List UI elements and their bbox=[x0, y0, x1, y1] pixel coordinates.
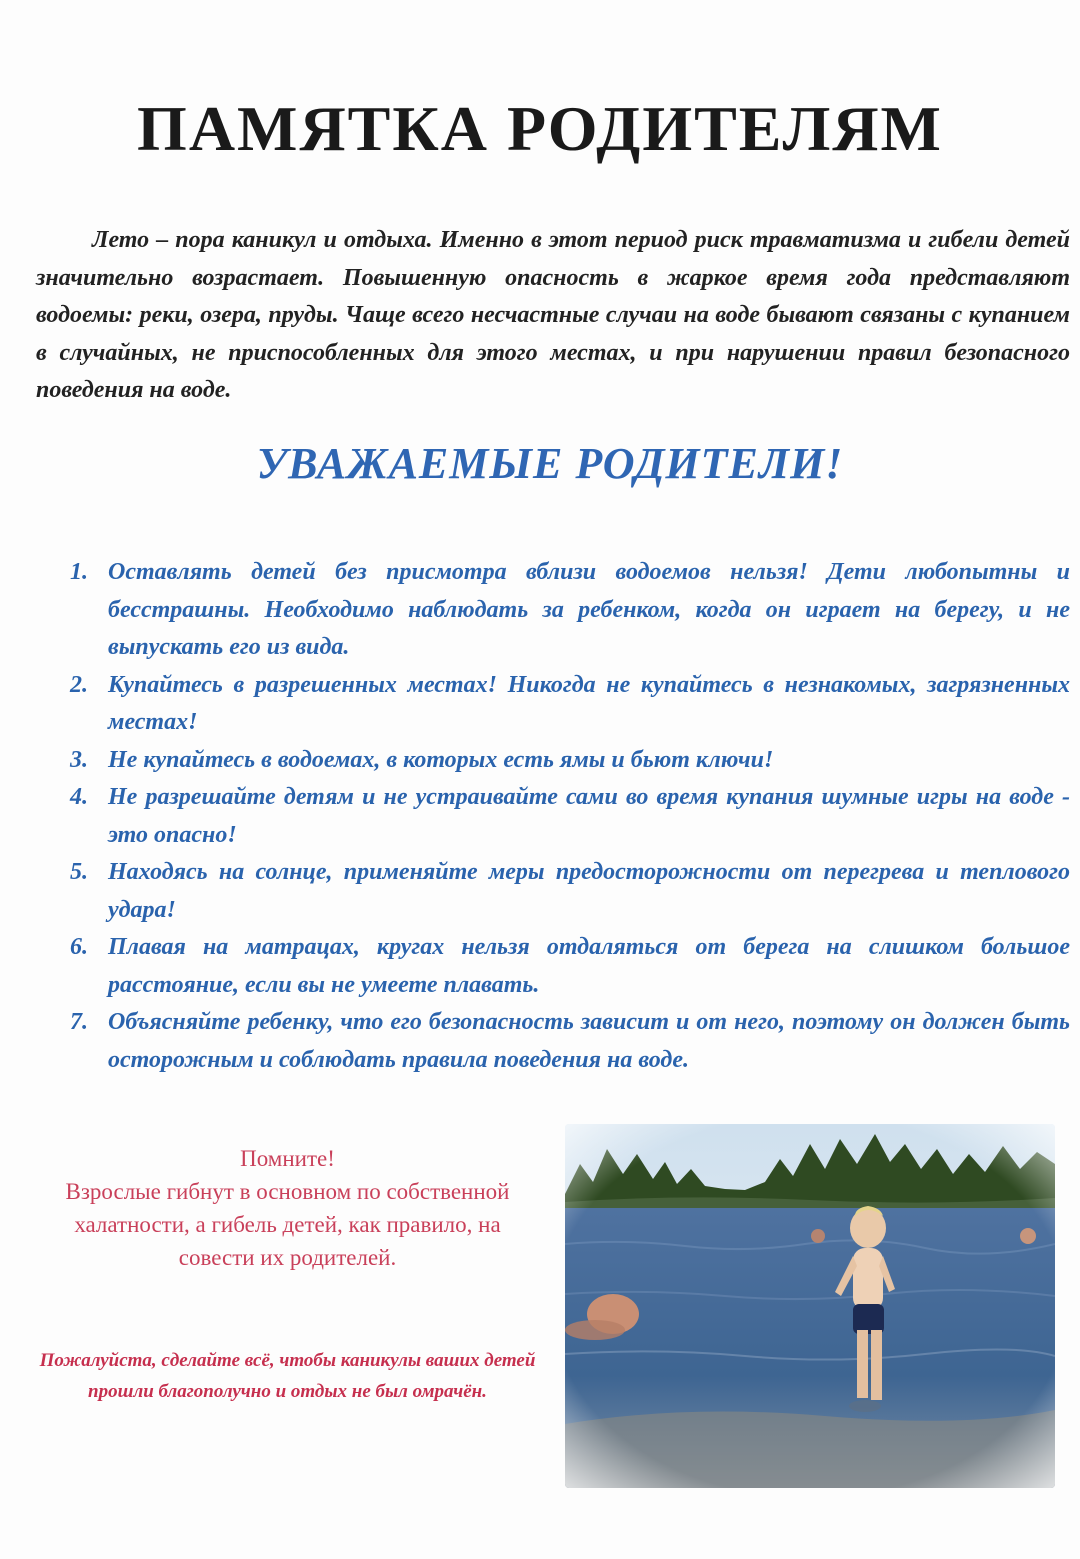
rule-text: Объясняйте ребенку, что его безопасность зависит и от него, поэтому он должен быть осторожным и соблюдать правила поведения на воде. bbox=[108, 1009, 1070, 1073]
rule-item bbox=[70, 667, 1070, 742]
remember-text: Взрослые гибнут в основном по собственной халатности, а гибель детей, как правило, на совести их родителей. bbox=[65, 1179, 510, 1270]
intro-paragraph: Лето – пора каникул и отдыха. Именно в этот период риск травматизма и гибели детей значительно возрастает. Повышенную опасность в жаркое время года представляют водоемы: реки, озера, пруды. Чаще всего несчастные случаи на воде бывают связаны с купанием в случайных, не приспособленных для этого местах, и при нарушении правил безопасного поведения на воде. bbox=[36, 227, 1070, 403]
lake-photo bbox=[565, 1124, 1055, 1488]
page-title: ПАМЯТКА РОДИТЕЛЯМ bbox=[137, 93, 943, 164]
rule-number: 4. bbox=[70, 784, 88, 810]
rule-item bbox=[70, 742, 1070, 780]
rule-item bbox=[70, 554, 1070, 667]
rule-number: 1. bbox=[70, 559, 88, 585]
rule-text: Купайтесь в разрешенных местах! Никогда не купайтесь в незнакомых, загрязненных местах! bbox=[108, 671, 1070, 735]
rule-text: Плавая на матрацах, кругах нельзя отдаляться от берега на слишком большое расстояние, если вы не умеете плавать. bbox=[108, 934, 1070, 998]
rules-list bbox=[70, 554, 1070, 1079]
rule-text: Находясь на солнце, применяйте меры предосторожности от перегрева и теплового удара! bbox=[108, 859, 1070, 923]
rule-item bbox=[70, 854, 1070, 929]
rule-item bbox=[70, 779, 1070, 854]
rule-text: Не разрешайте детям и не устраивайте сами во время купания шумные игры на воде - это опасно! bbox=[108, 784, 1070, 848]
rule-text: Не купайтесь в водоемах, в которых есть ямы и бьют ключи! bbox=[108, 746, 774, 773]
rule-text: Оставлять детей без присмотра вблизи водоемов нельзя! Дети любопытны и бесстрашны. Необходимо наблюдать за ребенком, когда он играет на берегу, и не выпускать его из вида. bbox=[108, 559, 1070, 660]
rule-number: 3. bbox=[70, 746, 88, 773]
rule-number: 5. bbox=[70, 859, 88, 885]
rule-item bbox=[70, 929, 1070, 1004]
remember-block bbox=[40, 1142, 535, 1274]
parents-heading: УВАЖАЕМЫЕ РОДИТЕЛИ! bbox=[256, 439, 844, 488]
rule-number: 2. bbox=[70, 671, 88, 698]
remember-heading: Помните! bbox=[240, 1146, 335, 1171]
please-note: Пожалуйста, сделайте всё, чтобы каникулы ваших детей прошли благополучно и отдых не был омрачён. bbox=[39, 1350, 536, 1402]
rule-number: 6. bbox=[70, 934, 88, 960]
rule-item bbox=[70, 1004, 1070, 1079]
rule-number: 7. bbox=[70, 1009, 88, 1035]
